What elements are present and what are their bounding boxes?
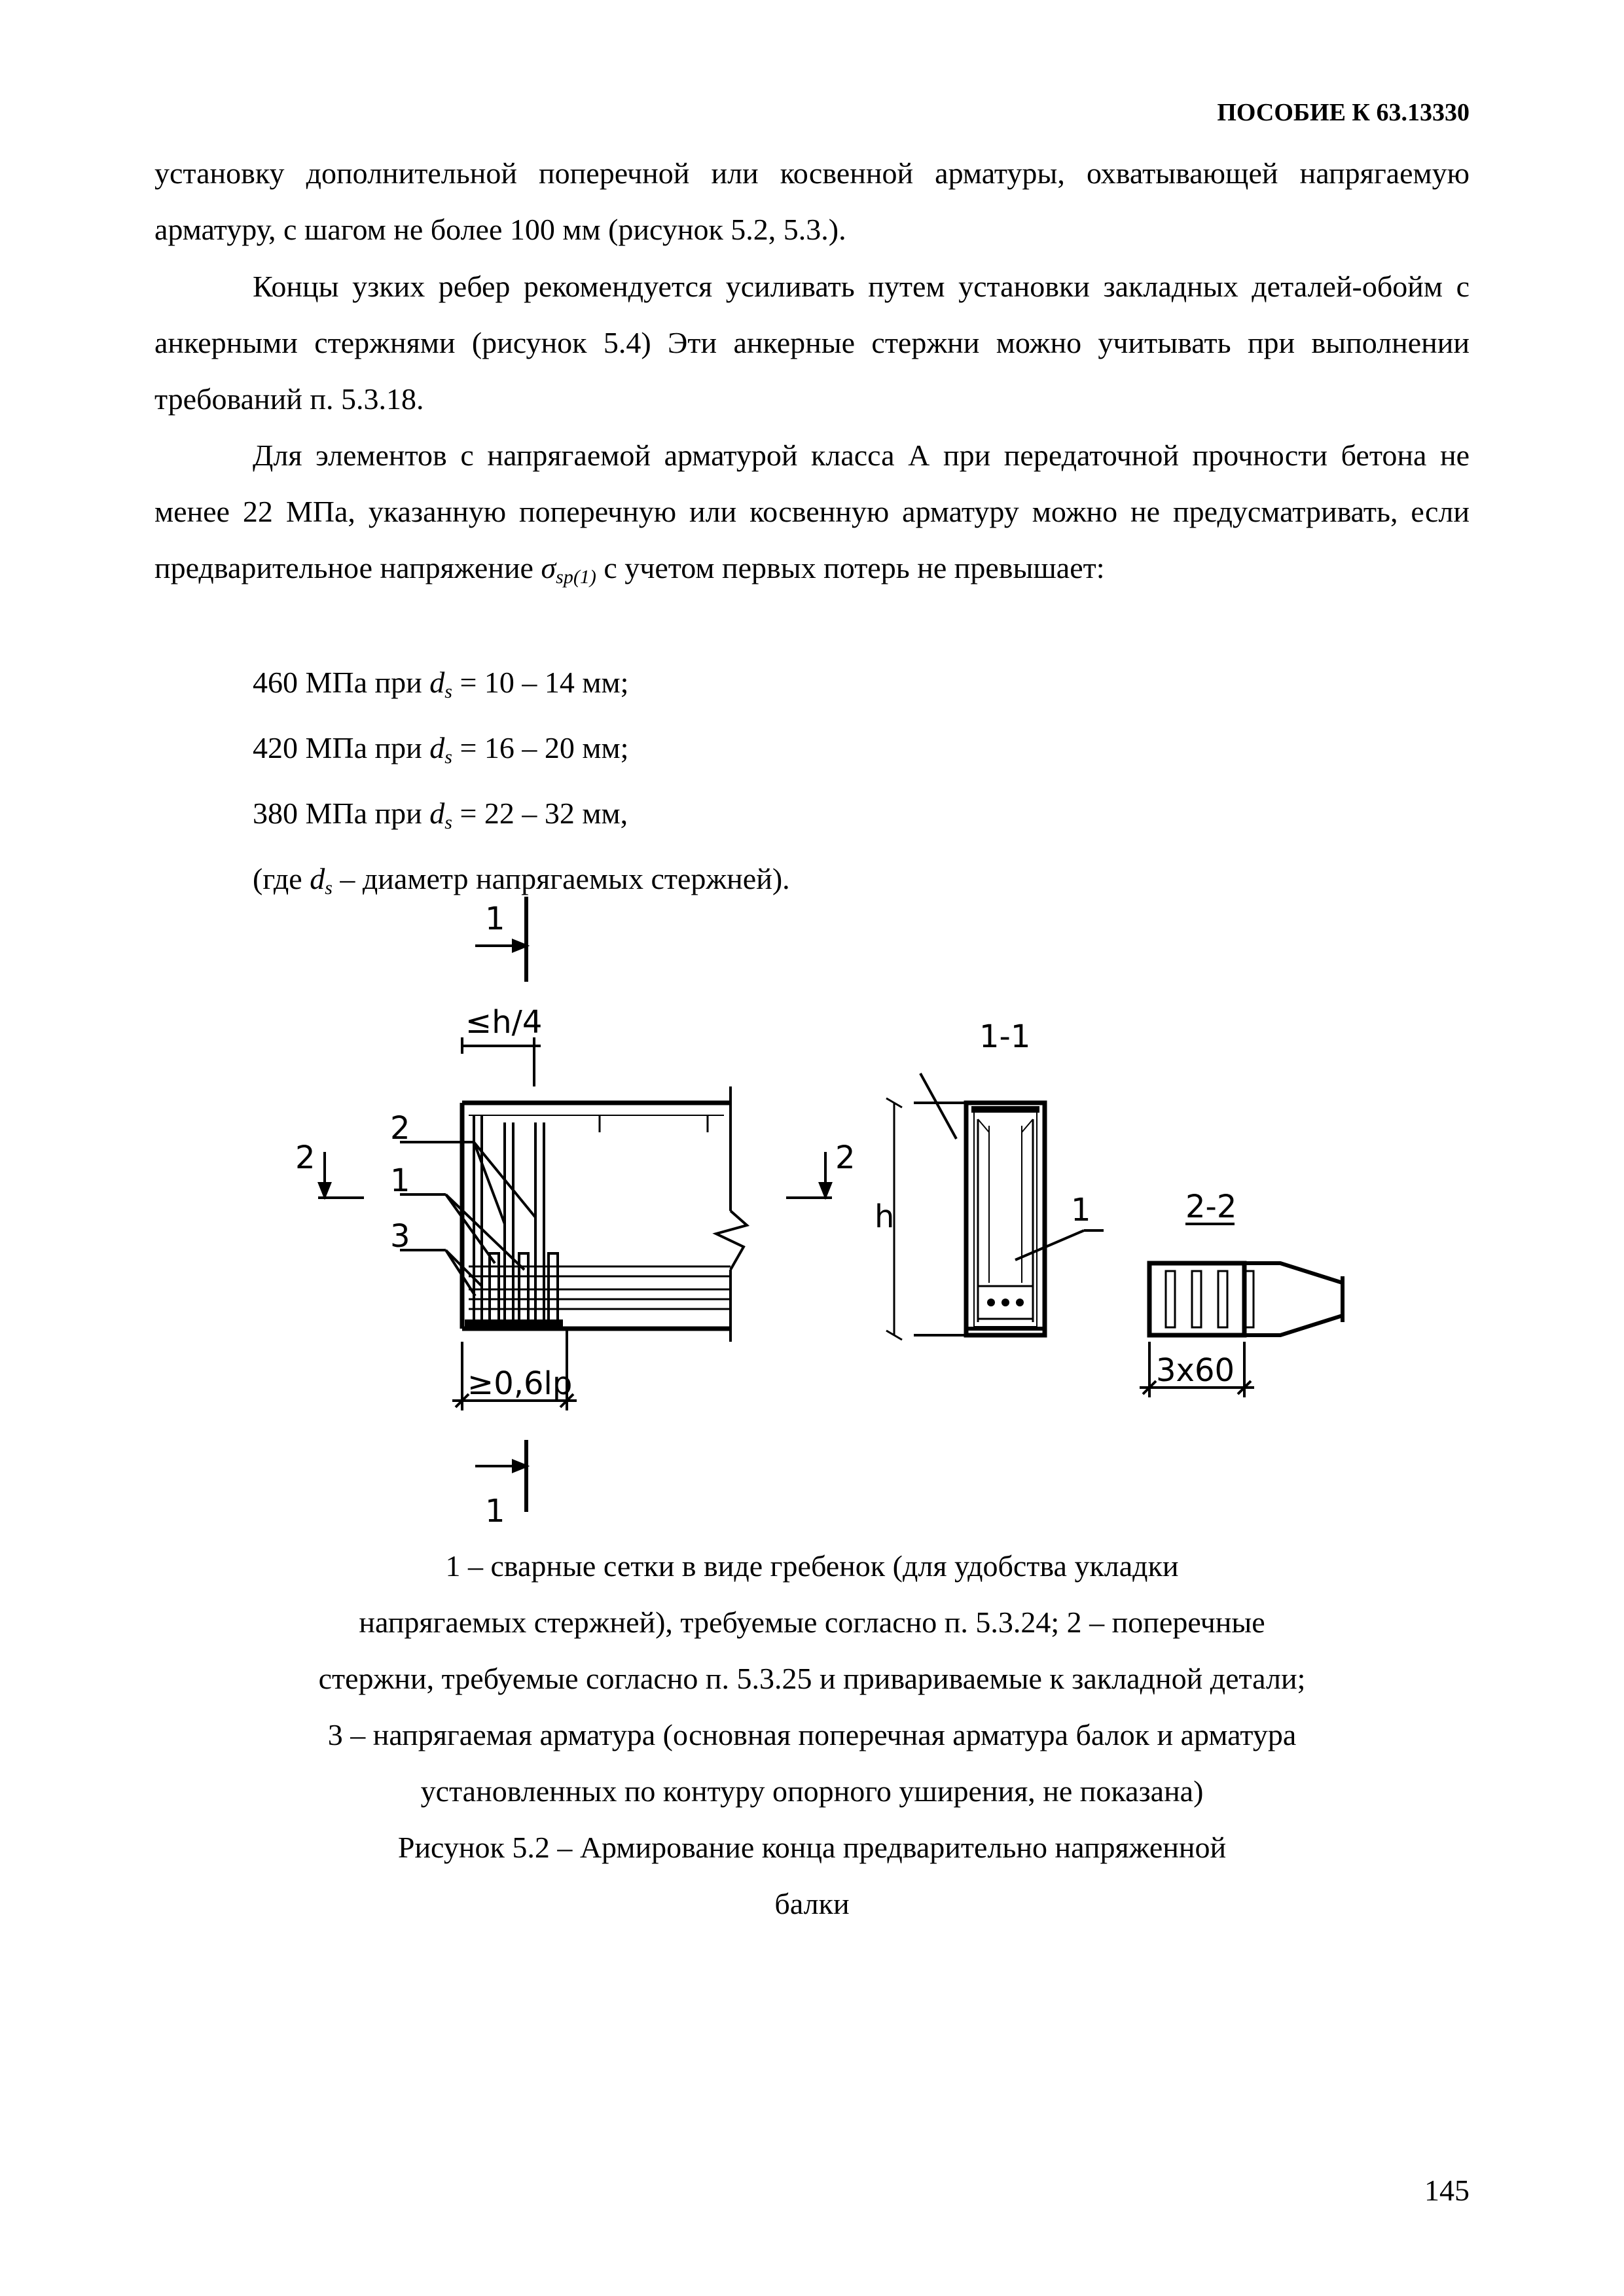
- callout-label: 1: [1071, 1192, 1091, 1229]
- dimension-label: h: [875, 1198, 895, 1235]
- caption-line: напрягаемых стержней), требуемые согласно п. 5.3.24; 2 – поперечные: [359, 1605, 1265, 1639]
- caption-line: 1 – сварные сетки в виде гребенок (для удобства укладки: [445, 1549, 1179, 1583]
- beam-elevation: [318, 897, 747, 1512]
- section-2-2-cut-right: [786, 1152, 832, 1198]
- dimension-label: 3x60: [1156, 1352, 1235, 1389]
- caption-line: установленных по контуру опорного уширения, не показана): [420, 1774, 1204, 1808]
- sigma-subscript: sp(1): [556, 566, 596, 588]
- section-label: 2: [835, 1139, 856, 1176]
- caption-line: 3 – напрягаемая арматура (основная поперечная арматура балок и арматура: [327, 1718, 1297, 1751]
- page-number: 145: [1424, 2174, 1470, 2207]
- dimension-label: ≤h/4: [465, 1004, 543, 1041]
- callout-label: 2: [390, 1110, 410, 1147]
- figure-caption: [154, 1538, 1470, 1932]
- section-label: 2: [295, 1139, 316, 1176]
- dimension-label: ≥0,6lp: [467, 1365, 573, 1402]
- reinforcement-drawing: [154, 870, 1470, 1525]
- caption-line: стержни, требуемые согласно п. 5.3.25 и привариваемые к закладной детали;: [318, 1662, 1306, 1695]
- section-label: 1: [485, 901, 505, 937]
- paragraph-2: Концы узких ребер рекомендуется усиливать путем установки закладных деталей-обойм с анкерными стержнями (рисунок 5.4) Эти анкерные стержни можно учитывать при выполнении требований п. 5.3.18.: [154, 270, 1470, 416]
- callout-label: 3: [390, 1218, 410, 1255]
- section-label: 1: [485, 1493, 505, 1525]
- callout-label: 1: [390, 1162, 410, 1199]
- document-code-header: ПОСОБИЕ К 63.13330: [1217, 99, 1470, 126]
- paragraph-3: [154, 427, 1470, 605]
- paragraph-1: установку дополнительной поперечной или косвенной арматуры, охватывающей напрягаемую арматуру, с шагом не более 100 мм (рисунок 5.2, 5.3.).: [154, 156, 1470, 246]
- condition-note: (где $d_s$ – диаметр напрягаемых стержней).: [253, 862, 790, 899]
- figure-title-line: Рисунок 5.2 – Армирование конца предварительно напряженной: [397, 1831, 1227, 1864]
- section-title: 2-2: [1185, 1189, 1237, 1225]
- paragraph-3-text-b: с учетом первых потерь не превышает:: [596, 551, 1105, 584]
- condition-item: 460 МПа при $d_s = 10 - 14$ мм;: [253, 666, 629, 702]
- figure-title-line: балки: [774, 1887, 850, 1920]
- paragraph-3-text-a: Для элементов с напрягаемой арматурой класса А при передаточной прочности бетона не менее 22 МПа, указанную поперечную или косвенную арматуру можно не предусматривать, если предварительное напряжение: [154, 439, 1470, 584]
- sigma-symbol: σ: [541, 551, 556, 584]
- section-title: 1-1: [979, 1018, 1031, 1055]
- condition-item: 420 МПа при $d_s = 16 - 20$ мм;: [253, 731, 629, 768]
- condition-item: 380 МПа при $d_s = 22 - 32$ мм,: [253, 797, 628, 833]
